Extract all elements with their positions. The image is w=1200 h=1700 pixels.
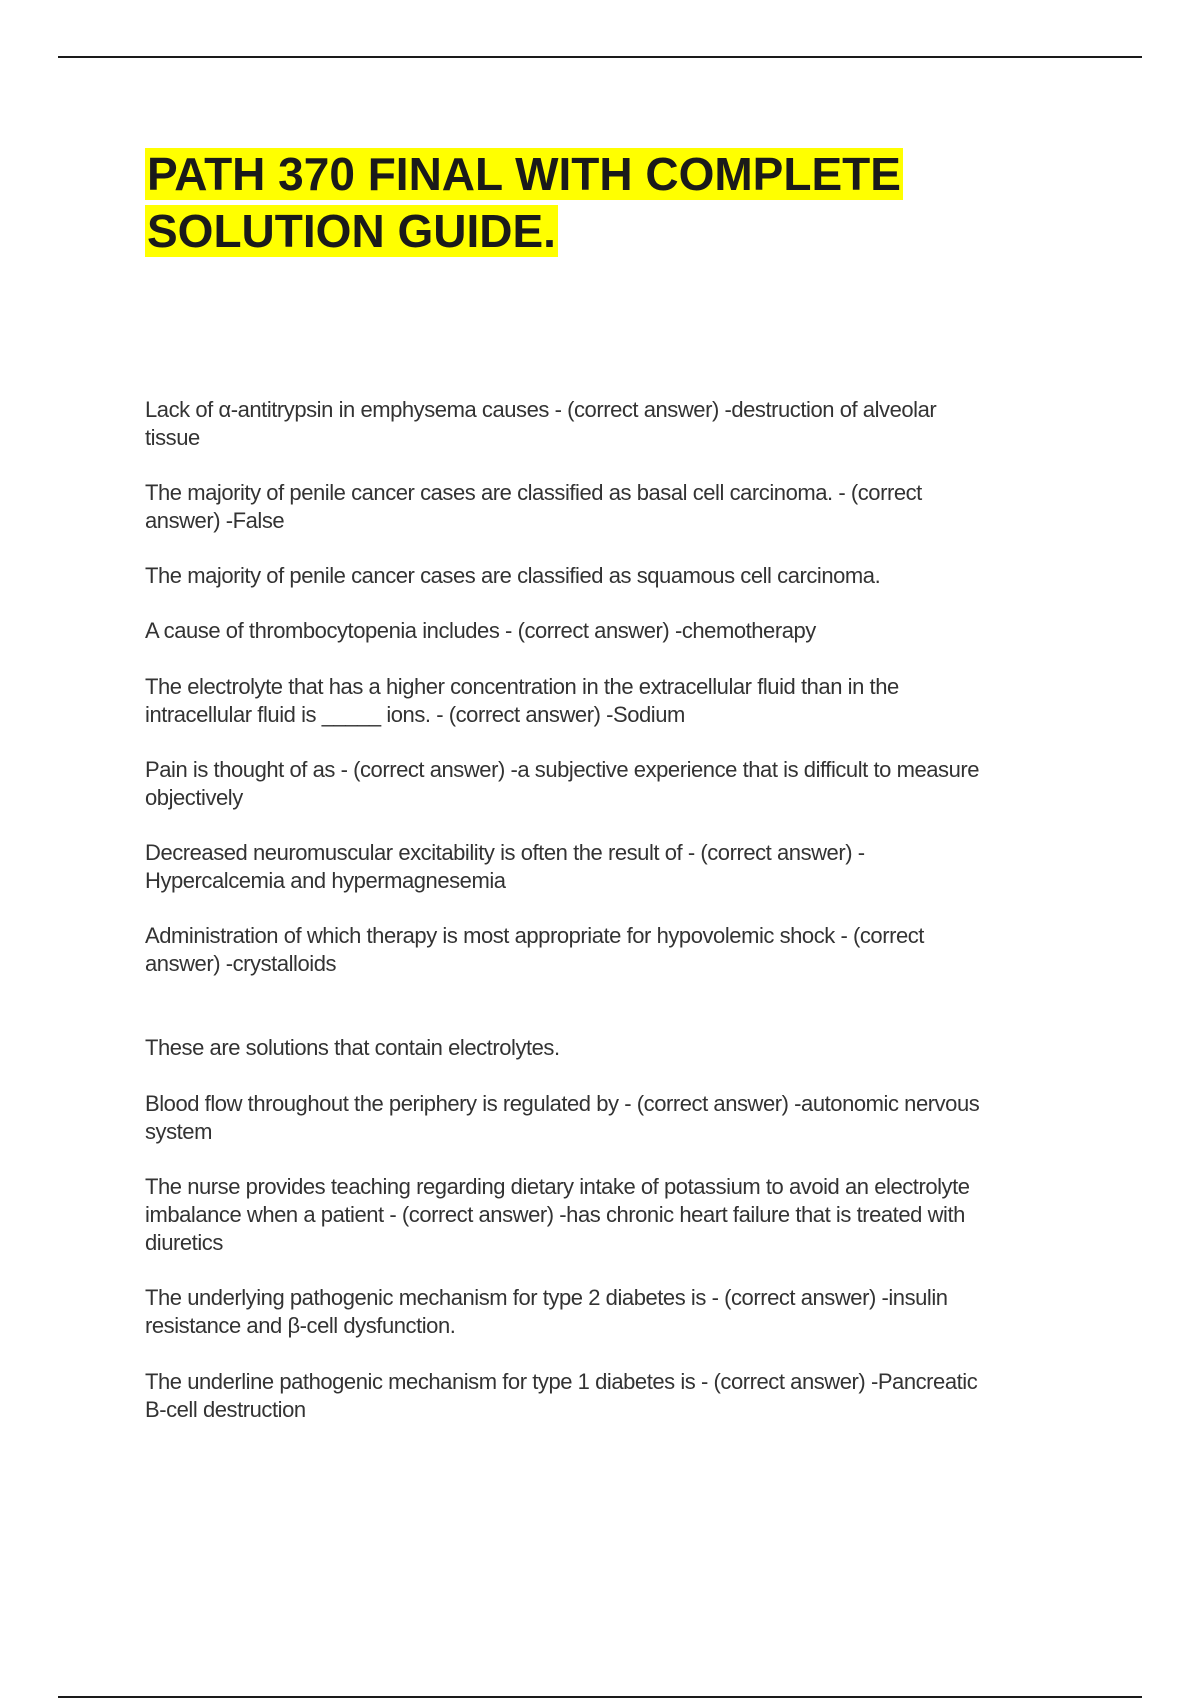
qa-item-7: Decreased neuromuscular excitability is often the result of - (correct answer) - Hypercalcemia and hypermagnesemia <box>145 840 865 893</box>
qa-item-1: Lack of α-antitrypsin in emphysema causes - (correct answer) -destruction of alveolar tissue <box>145 397 937 450</box>
qa-item-10: Blood flow throughout the periphery is regulated by - (correct answer) -autonomic nervous system <box>145 1091 980 1144</box>
qa-item-4: A cause of thrombocytopenia includes - (correct answer) -chemotherapy <box>145 618 816 643</box>
top-rule <box>58 56 1142 58</box>
bottom-rule <box>58 1696 1142 1698</box>
qa-item-8: Administration of which therapy is most appropriate for hypovolemic shock - (correct answer) -crystalloids <box>145 923 924 976</box>
qa-item-11: The nurse provides teaching regarding dietary intake of potassium to avoid an electrolyte imbalance when a patient - (correct answer) -has chronic heart failure that is treated with diuretics <box>145 1174 970 1255</box>
qa-item-12: The underlying pathogenic mechanism for type 2 diabetes is - (correct answer) -insulin resistance and β-cell dysfunction. <box>145 1285 948 1338</box>
qa-item-2: The majority of penile cancer cases are classified as basal cell carcinoma. - (correct answer) -False <box>145 480 922 533</box>
qa-item-13: The underline pathogenic mechanism for type 1 diabetes is - (correct answer) -Pancreatic B-cell destruction <box>145 1369 978 1422</box>
qa-item-9: These are solutions that contain electrolytes. <box>145 1035 560 1060</box>
qa-list <box>145 396 1085 1424</box>
qa-item-5: The electrolyte that has a higher concentration in the extracellular fluid than in the intracellular fluid is _____ ions. - (correct answer) -Sodium <box>145 674 899 727</box>
qa-item-3: The majority of penile cancer cases are classified as squamous cell carcinoma. <box>145 563 881 588</box>
title-highlight: PATH 370 FINAL WITH COMPLETE SOLUTION GUIDE. <box>147 148 901 257</box>
document-title <box>145 146 1045 260</box>
qa-item-6: Pain is thought of as - (correct answer) -a subjective experience that is difficult to measure objectively <box>145 757 980 810</box>
